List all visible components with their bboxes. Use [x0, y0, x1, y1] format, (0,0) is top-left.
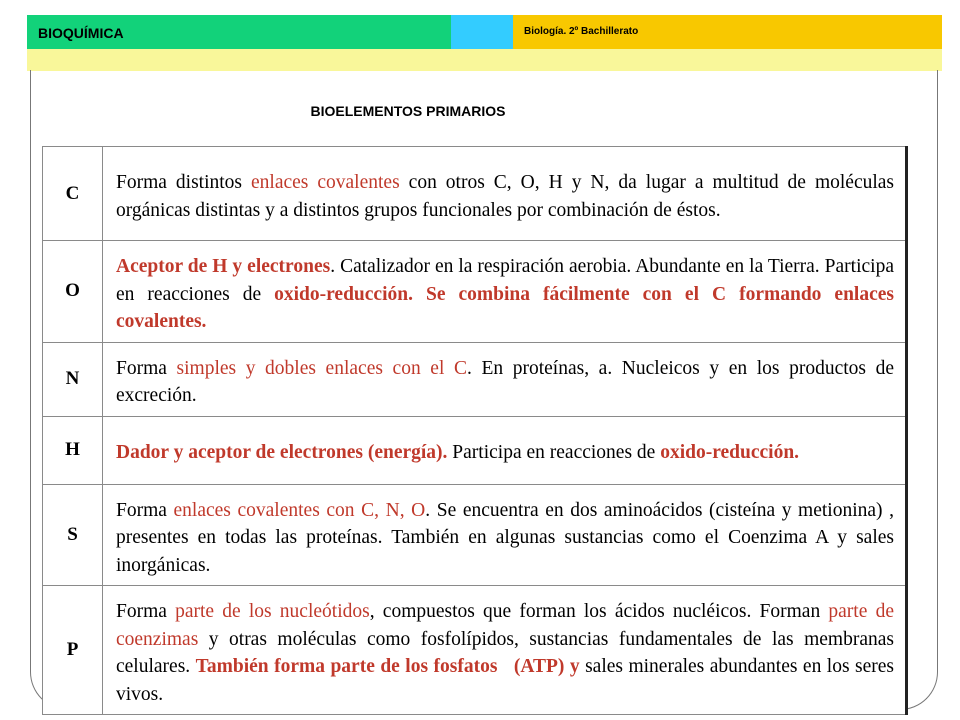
description-text: Forma	[116, 357, 177, 379]
description-highlight: oxido-reducción.	[660, 442, 800, 464]
element-symbol: C	[43, 147, 103, 241]
table-row-h	[43, 416, 907, 484]
table-row-n	[43, 342, 907, 416]
table-row-o	[43, 241, 907, 343]
element-description	[103, 416, 907, 484]
description-highlight: Aceptor de H y electrones	[116, 256, 331, 277]
description-text: Forma	[116, 601, 176, 622]
description-highlight: simples y dobles enlaces con el C	[176, 357, 467, 379]
description-text: sales minerales abundantes en los seres vivos.	[116, 656, 895, 705]
description-text: , compuestos que forman los ácidos nucléicos. Forman	[369, 601, 829, 622]
description-text: Forma distintos	[116, 172, 251, 193]
description-highlight: enlaces covalentes	[251, 172, 400, 193]
element-symbol: P	[43, 586, 103, 715]
element-symbol: H	[43, 416, 103, 484]
description-highlight: enlaces covalentes con C, N, O	[173, 499, 426, 521]
description-highlight: También forma parte de los fosfatos (ATP) y	[195, 656, 580, 677]
description-highlight: parte de coenzimas	[116, 601, 894, 650]
page-title: BIOELEMENTOS PRIMARIOS	[310, 103, 506, 119]
element-description	[103, 147, 907, 241]
description-text: . Se encuentra en dos aminoácidos (cisteína y metionina) , presentes en todas las proteínas. También en algunas sustancias como el Coenzima A y sales inorgánicas.	[116, 499, 895, 576]
element-description	[103, 241, 907, 343]
element-description	[103, 586, 907, 715]
element-symbol: N	[43, 342, 103, 416]
description-highlight: oxido-reducción. Se combina fácilmente con el C formando enlaces covalentes.	[116, 283, 894, 332]
table-row-c	[43, 147, 907, 241]
table-row-s	[43, 484, 907, 586]
description-text: con otros C, O, H y N, da lugar a multitud de moléculas orgánicas distintas y a distintos grupos funcionales por combinación de éstos.	[116, 172, 895, 221]
table-row-p	[43, 586, 907, 715]
description-text: . Catalizador en la respiración aerobia. Abundante en la Tierra. Participa en reacciones de	[116, 256, 894, 305]
element-description	[103, 484, 907, 586]
element-description	[103, 342, 907, 416]
description-text: y otras moléculas como fosfolípidos, sustancias fundamentales de las membranas celulares.	[116, 628, 894, 677]
description-text: . En proteínas, a. Nucleicos y en los productos de excreción.	[116, 357, 894, 406]
header-blue-bar	[451, 15, 513, 49]
bioelements-table	[42, 146, 908, 715]
subject-title: BIOQUÍMICA	[38, 25, 124, 41]
description-highlight: Dador y aceptor de electrones (energía).	[116, 442, 448, 464]
header-pale-bar	[27, 49, 942, 71]
course-title: Biología. 2º Bachillerato	[524, 26, 639, 37]
description-text: Participa en reacciones de	[447, 442, 661, 464]
element-symbol: O	[43, 241, 103, 343]
element-symbol: S	[43, 484, 103, 586]
description-highlight: parte de los nucleótidos	[175, 601, 370, 622]
description-text: Forma	[116, 499, 174, 521]
